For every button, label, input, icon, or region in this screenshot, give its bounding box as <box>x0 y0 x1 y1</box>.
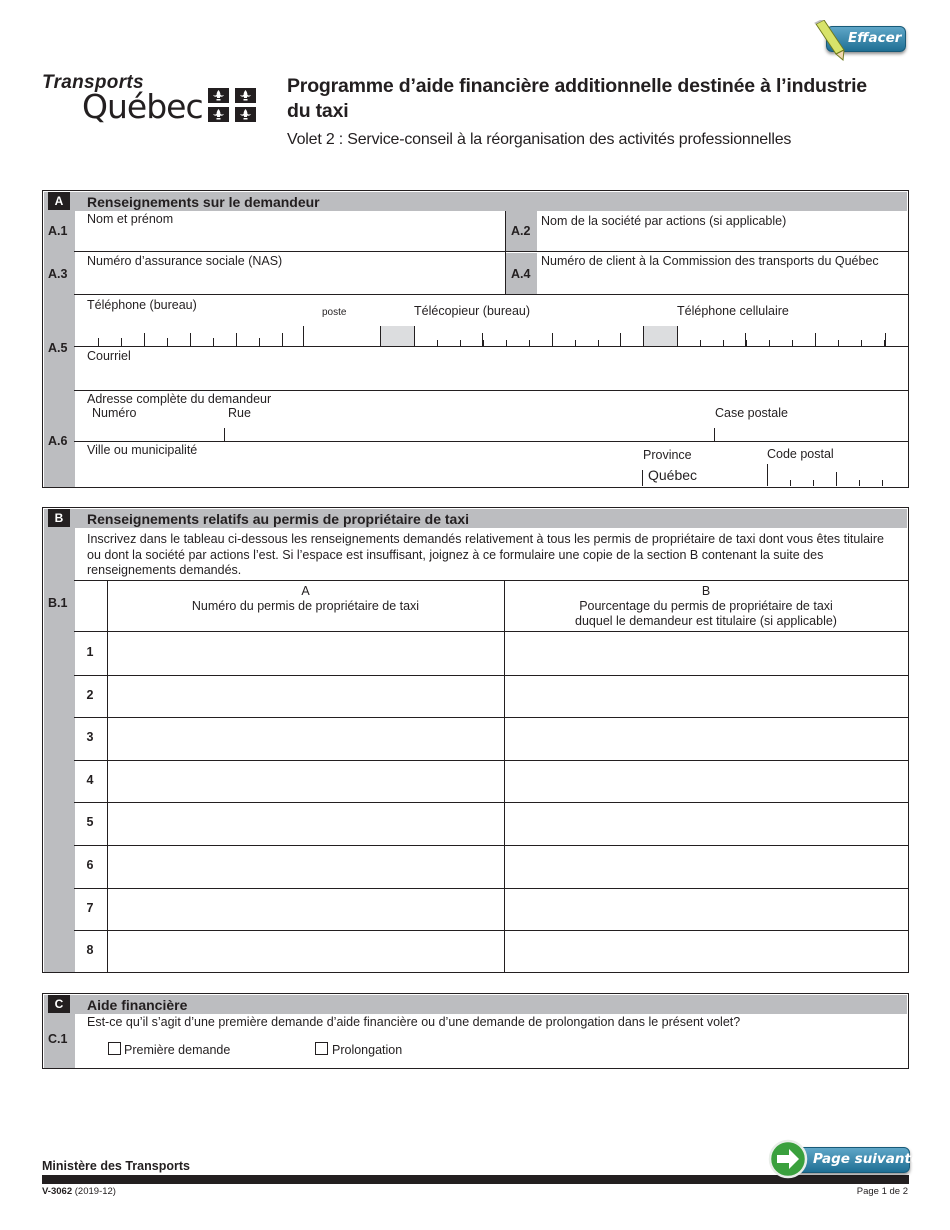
table-row-number: 8 <box>86 943 94 958</box>
section-b-instructions: Inscrivez dans le tableau ci-dessous les renseignements demandés relativement à tous les permis de propriétaire de taxi dont vous êtes titulaire ou dont la société par actions l’est. Si l’espace est insuffisant, joignez à ce formulaire une copie de la section B contenant la suite des renseignements demandés. <box>87 532 884 577</box>
table-row-number: 4 <box>86 772 94 787</box>
province-value: Québec <box>648 467 698 483</box>
table-row-number: 6 <box>86 858 94 872</box>
col-b-header-line1: Pourcentage du permis de propriétaire de taxi <box>579 599 833 613</box>
field-code-a6: A.6 <box>48 434 68 448</box>
ministry-name: Ministère des Transports <box>42 1159 190 1173</box>
col-a-header: Numéro du permis de propriétaire de taxi <box>191 599 420 613</box>
field-code-a3: A.3 <box>48 267 68 281</box>
field-tick <box>259 338 260 346</box>
section-a-letter: A <box>48 192 70 210</box>
name-field[interactable] <box>75 228 503 250</box>
section-b-header <box>74 509 907 528</box>
field-tick <box>236 333 237 346</box>
ctq-client-number-field[interactable] <box>538 270 906 292</box>
next-page-label: Page suivante <box>813 1151 921 1167</box>
field-tick <box>121 338 122 346</box>
province-label: Province <box>643 448 692 462</box>
col-b-header-line2: duquel le demandeur est titulaire (si applicable) <box>575 614 837 628</box>
table-row-number: 5 <box>86 815 94 830</box>
col-b-letter: B <box>701 584 711 598</box>
col-a-letter: A <box>301 584 310 598</box>
address-title: Adresse complète du demandeur <box>87 392 272 406</box>
permit-percentage-field[interactable] <box>505 846 906 887</box>
section-c-title: Aide financière <box>87 996 188 1013</box>
street-number-field[interactable] <box>75 421 223 440</box>
table-row-number: 3 <box>86 730 94 745</box>
extension-checkbox[interactable] <box>315 1042 328 1055</box>
permit-percentage-field[interactable] <box>505 718 906 759</box>
permit-number-field[interactable] <box>108 676 503 717</box>
field-tick <box>598 340 599 346</box>
city-field[interactable] <box>75 458 640 485</box>
field-code-a2: A.2 <box>511 224 531 238</box>
field-code-a5: A.5 <box>48 341 68 355</box>
permit-percentage-field[interactable] <box>505 931 906 972</box>
permit-number-field[interactable] <box>108 718 503 759</box>
po-box-label: Case postale <box>715 406 788 420</box>
sin-field[interactable] <box>75 270 503 292</box>
field-tick <box>861 340 862 346</box>
field-tick <box>460 340 461 346</box>
street-label: Rue <box>228 406 251 420</box>
field-tick <box>700 340 701 346</box>
field-tick <box>620 333 621 346</box>
section-b-title: Renseignements relatifs au permis de propriétaire de taxi <box>87 510 470 527</box>
postal-code-label: Code postal <box>767 447 834 461</box>
field-tick <box>482 333 483 346</box>
field-tick <box>282 333 283 346</box>
field-tick <box>575 340 576 346</box>
next-page-button[interactable] <box>768 1139 921 1181</box>
first-request-label: Première demande <box>124 1043 231 1057</box>
clear-button-label: Effacer <box>848 30 902 46</box>
permit-number-field[interactable] <box>108 846 503 887</box>
extension-field[interactable] <box>304 326 379 346</box>
field-tick <box>838 340 839 346</box>
number-label: Numéro <box>92 406 137 420</box>
logo-bottom-text: Québec <box>82 87 203 126</box>
email-field[interactable] <box>75 364 907 389</box>
field-tick <box>167 338 168 346</box>
section-a-title: Renseignements sur le demandeur <box>87 193 320 210</box>
permit-number-field[interactable] <box>108 889 503 930</box>
clear-button[interactable] <box>812 20 906 64</box>
field-tick <box>885 333 886 346</box>
permit-percentage-field[interactable] <box>505 676 906 717</box>
permit-number-field[interactable] <box>108 931 503 972</box>
cell-phone-label: Téléphone cellulaire <box>677 304 789 318</box>
city-label: Ville ou municipalité <box>87 443 198 457</box>
postal-code-field[interactable] <box>768 464 906 485</box>
field-tick <box>506 340 507 346</box>
email-label: Courriel <box>87 349 131 363</box>
page-number: Page 1 de 2 <box>856 1186 908 1197</box>
field-code-a1: A.1 <box>48 224 68 238</box>
form-code-line <box>42 1186 116 1197</box>
form-code: V-3062 <box>42 1186 73 1197</box>
field-tick <box>723 340 724 346</box>
field-tick <box>529 340 530 346</box>
a3-label: Numéro d’assurance sociale (NAS) <box>87 254 283 268</box>
permit-percentage-field[interactable] <box>505 633 906 674</box>
field-tick <box>552 333 553 346</box>
street-field[interactable] <box>225 421 713 440</box>
logo-top-text: Transports <box>42 72 144 93</box>
field-tick <box>437 340 438 346</box>
arrow-right-icon <box>768 1139 808 1179</box>
company-name-field[interactable] <box>538 230 906 250</box>
extension-option-label: Prolongation <box>332 1043 403 1057</box>
field-tick <box>483 340 484 346</box>
section-c-letter: C <box>48 995 70 1013</box>
page-title: Programme d’aide financière additionnelle destinée à l’industrie du taxi <box>287 75 867 122</box>
pencil-icon <box>812 20 852 64</box>
field-tick <box>98 338 99 346</box>
c1-question: Est-ce qu’il s’agit d’une première demande d’aide financière ou d’une demande de prolongation dans le présent volet? <box>87 1015 741 1029</box>
field-tick <box>745 333 746 346</box>
permit-percentage-field[interactable] <box>505 803 906 844</box>
section-a-header <box>74 192 907 211</box>
phone-office-field[interactable] <box>75 326 303 346</box>
fax-office-label: Télécopieur (bureau) <box>414 304 531 318</box>
field-tick <box>769 340 770 346</box>
table-row-number: 1 <box>86 645 94 659</box>
field-tick <box>190 333 191 346</box>
table-row-number: 7 <box>86 900 94 915</box>
extension-label: poste <box>322 307 347 318</box>
field-tick <box>144 333 145 346</box>
po-box-field[interactable] <box>715 421 906 440</box>
field-tick <box>746 340 747 346</box>
permit-number-field[interactable] <box>108 803 503 844</box>
table-row-number: 2 <box>86 687 94 702</box>
a1-label: Nom et prénom <box>87 212 174 226</box>
permit-percentage-field[interactable] <box>505 889 906 930</box>
field-code-b1: B.1 <box>48 596 68 610</box>
first-request-checkbox[interactable] <box>108 1042 121 1055</box>
section-b-letter: B <box>48 509 70 527</box>
form-date: (2019-12) <box>74 1186 116 1197</box>
permit-number-field[interactable] <box>108 761 503 802</box>
permit-percentage-field[interactable] <box>505 761 906 802</box>
field-tick <box>213 338 214 346</box>
fleurdelise-flag-icon <box>208 88 256 122</box>
field-tick <box>815 333 816 346</box>
logo <box>40 72 262 130</box>
permit-number-field[interactable] <box>108 633 503 674</box>
field-code-c1: C.1 <box>48 1032 68 1046</box>
page-subtitle: Volet 2 : Service-conseil à la réorganisation des activités professionnelles <box>287 131 792 148</box>
section-c-header <box>74 995 907 1014</box>
a2-label: Nom de la société par actions (si applicable) <box>541 214 787 228</box>
phone-office-label: Téléphone (bureau) <box>87 298 197 312</box>
field-code-a4: A.4 <box>511 267 531 281</box>
a4-label: Numéro de client à la Commission des transports du Québec <box>541 254 879 268</box>
field-tick <box>792 340 793 346</box>
